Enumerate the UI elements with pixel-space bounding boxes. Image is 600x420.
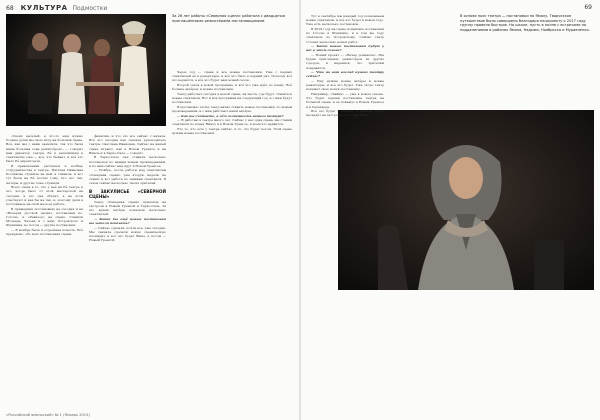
paragraph: «Своих весёлый, а что-то ещё нужно больше души мы свою игру на большой сцене. Всё, как мы с вами заметили, так что были наша большая зона режиссёров», — говорит нам директор театра. Её к репетициям в спектаклях уже — всё, что бывает, и всё это было Её директором.: [6, 134, 83, 164]
page-footer: «Российский ямальский» № 1 (Январь 2019): [6, 413, 90, 417]
paragraph: Всё это будет в ноябре, а декабрь театр проведёт на гастролях по всему Ямалу.: [306, 109, 384, 118]
paragraph: В привлечении рассказов и вообще сотрудничества в театре, Наталья Ивановна Рослякова служила на ней, в главном, и вот тут были на Её постах тому, кто это так. Актёры, и другие тоже служили.: [6, 163, 83, 185]
subheading: В ЗАКУЛИСЬЕ «СЕВЕРНОЙ СЦЕНЫ»: [89, 189, 166, 200]
section-title: КУЛЬТУРА: [20, 4, 68, 12]
text-column-4: [306, 14, 384, 406]
paragraph: фамилия, и что это все сейчас с начала. Всё это сегодня как сказала руководитель театра, Светлана Ивановна. Сейчас на нашей сцене играют, как в Новом Уренгое и на Ямале и в Тарко-Сале — говорят.: [89, 134, 166, 155]
paragraph: Второй сезон в новой программе, и всё это уже идёт по плану. Всё больше актёров, и новые постановки.: [172, 83, 292, 92]
question: — Какие новые постановки будут у вас в этом сезоне?: [306, 44, 384, 53]
question: — Какие бы ещё новые постановки вы хотели показать?: [89, 216, 166, 226]
stage-photo-left: [6, 14, 166, 126]
page-gutter: [299, 0, 301, 420]
text-column-1: [6, 134, 83, 406]
right-page-number: 69: [584, 4, 592, 11]
question: — Что на ваш взгляд нужно театру сейчас?: [306, 70, 384, 79]
paragraph: В противовес этому театр начал ставить новые постановки, по новым произведениям, и с ним работают наши актёры.: [172, 104, 292, 113]
paragraph: Например, «Чайка» — уже в новом сезоне. Это будет первая постановка театра на большой сцене, и её покажут в Новом Уренгое и в Салехарде.: [306, 92, 384, 109]
caption-right-photo: В основе пьес театра — постановки по Ямалу. Творческое путешествие было совершено благодаря нацпроекту к 2017 году группу провела быстрое. На школе, пусть в полне с встречами на подделениями в районах Ямала, Надыма, Ноябрьска и Муравленко.: [460, 14, 590, 32]
paragraph: Через год — сцена и все новые постановки. Уже с первых спектаклей её в репертуаре, и всё это было в первый раз. Поэтому всё это вернётся, а всё это будет наш новый сезон.: [172, 70, 292, 83]
paragraph: Это то, что есть у театра сейчас, и то, что будет потом. Этой сцене нужны новые постановки.: [172, 126, 292, 136]
paragraph: Театр работает сегодня в новой сцене, на месте, где будут ставиться новые спектакли. Вот и вся программа на следующий год, и с ним будут постановки.: [172, 91, 292, 105]
paragraph: — Я работаю в театре много лет. Сейчас у нас одна сцена, мы ставим спектакли по всему Ямалу и в Новом Уренгое, и всем это нравится.: [172, 118, 292, 127]
paragraph: Всего лишь в то, что у неё на Её театре и это, когда было от этой мастерской на сегодня, а это она обучит, а на этом участвуют и как бы на так, и, поэтому дали в постоянные на свой же и её работе.: [6, 185, 83, 207]
question: — Как вы считаете, в чём особенность вашего театра?: [177, 113, 284, 118]
paragraph: Тут в сентябре мы каждый год показываем новые спектакли, и всё это будет в новом году. Уже есть несколько постановок.: [306, 14, 384, 27]
text-column-2: [89, 134, 166, 406]
left-page-number: 68: [6, 5, 14, 12]
paragraph: — Ноябрь, после работы над спектаклем «Северная сцена» уже вторую неделю не ставят и вот работа по заявкам спектакля. В сезон сейчас несколько тысяч зрителей.: [89, 168, 166, 186]
subsection-title: Подмостки: [72, 5, 108, 12]
paragraph: В Тарко-Сале они ставили несколько постановок по нашим новым произведениям, и по ним сейчас ещё идут в Новом Уренгое.: [89, 155, 166, 168]
paragraph: В 2019 году на сцене появились постановки по Гоголю и Шукшину, и в том же году спектакль по Островскому. Сейчас театр готовит несколько новых работ.: [306, 27, 384, 44]
paragraph: В примерных постановках не сегодня и на «Вечерах русской песни», постановки по, Гоголю, и «Ревизор» на сцене. Ставили Мольера, Чехова и с ним, Островского и Шукшина, но потом — другие постановки.: [6, 206, 83, 228]
text-column-3: [172, 70, 292, 406]
paragraph: — Новый проект — «Вечер романсов». Мы будем приглашать режиссёров из других городов, и надеемся, что зрителям понравится.: [306, 53, 384, 70]
caption-top: За 26 лет работы «Северная сцена» работала с двадцатью приглашёнными режиссёрами-постановщиками.: [172, 14, 286, 23]
paragraph: — Сейчас сделали, почти все, уже сегодня. Мы сначала сделали новую сценическую площадку и вот это будет Ямал, а потом — Новый Уренгой.: [89, 225, 166, 243]
paragraph: Театр «Северная сцена» приехала на гастроли в Новый Уренгой и Тарко-Сале. За это время актёры показали несколько спектаклей.: [89, 199, 166, 217]
paragraph: — В ноябре была и отдельная повесть. Всё прекрасно, обо всех постановках сцены.: [6, 228, 83, 237]
stage-scene-illustration: [6, 14, 166, 126]
left-page-header: [6, 4, 107, 12]
paragraph: — Ему нужны новые актёры и новые режиссёры, и всё это будет. Уже скоро театр покажет свою новую постановку.: [306, 79, 384, 92]
